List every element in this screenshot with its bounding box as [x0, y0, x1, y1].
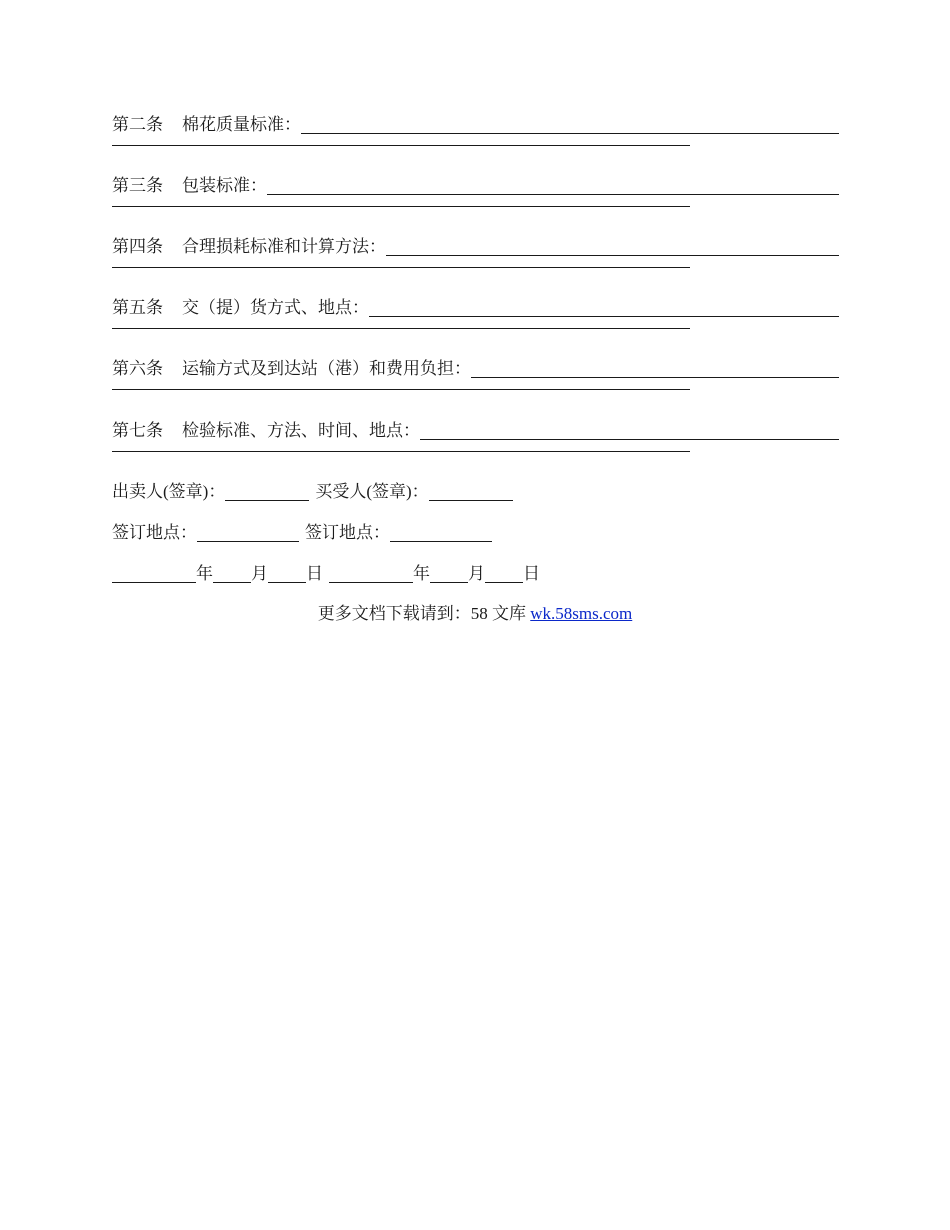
clause-fill-line — [420, 439, 839, 440]
clause-label: 合理损耗标准和计算方法： — [182, 237, 386, 256]
clause-label: 交（提）货方式、地点： — [182, 298, 369, 317]
month-blank — [213, 582, 251, 583]
clause-number: 第五条 — [112, 298, 163, 317]
clause-fill-line-2 — [112, 328, 690, 329]
month-blank-2 — [430, 582, 468, 583]
clause-fill-line — [301, 133, 839, 134]
seller-signature-label: 出卖人(签章)： — [112, 482, 226, 501]
month-label-2: 月 — [468, 564, 485, 583]
signing-place-label: 签订地点： — [112, 523, 197, 542]
clause-fill-line — [386, 255, 839, 256]
clause-label: 运输方式及到达站（港）和费用负担： — [182, 359, 471, 378]
clause-number: 第二条 — [112, 115, 163, 134]
clause-2 — [112, 114, 839, 164]
clause-7 — [112, 420, 839, 470]
signature-row — [112, 481, 513, 503]
clause-label: 检验标准、方法、时间、地点： — [182, 421, 420, 440]
clause-number: 第三条 — [112, 176, 163, 195]
clause-fill-line — [471, 377, 839, 378]
clause-label: 棉花质量标准： — [182, 115, 301, 134]
seller-signature-blank — [225, 500, 309, 501]
year-label-2: 年 — [413, 564, 430, 583]
day-label: 日 — [306, 564, 323, 583]
clause-fill-line-2 — [112, 145, 690, 146]
signing-place-row — [112, 522, 492, 544]
buyer-signature-blank — [429, 500, 513, 501]
clause-fill-line-2 — [112, 206, 690, 207]
clause-4 — [112, 236, 839, 286]
clause-label: 包装标准： — [182, 176, 267, 195]
footer-text: 更多文档下载请到：58 文库 — [317, 604, 531, 623]
year-blank — [112, 582, 196, 583]
year-label: 年 — [196, 564, 213, 583]
clause-5 — [112, 297, 839, 347]
date-row — [112, 563, 540, 585]
signing-place-blank-2 — [390, 541, 492, 542]
clause-fill-line — [267, 194, 839, 195]
clause-number: 第七条 — [112, 421, 163, 440]
clause-fill-line-2 — [112, 451, 690, 452]
clause-number: 第六条 — [112, 359, 163, 378]
clause-number: 第四条 — [112, 237, 163, 256]
signing-place-label-2: 签订地点： — [305, 523, 390, 542]
year-blank-2 — [329, 582, 413, 583]
signing-place-blank — [197, 541, 299, 542]
day-blank-2 — [485, 582, 523, 583]
day-label-2: 日 — [523, 564, 540, 583]
footer-link[interactable]: wk.58sms.com — [530, 604, 633, 623]
buyer-signature-label: 买受人(签章)： — [315, 482, 429, 501]
clause-fill-line-2 — [112, 267, 690, 268]
clause-6 — [112, 358, 839, 408]
clause-3 — [112, 175, 839, 225]
clause-fill-line-2 — [112, 389, 690, 390]
clause-fill-line — [369, 316, 839, 317]
footer — [0, 603, 950, 625]
day-blank — [268, 582, 306, 583]
month-label: 月 — [251, 564, 268, 583]
